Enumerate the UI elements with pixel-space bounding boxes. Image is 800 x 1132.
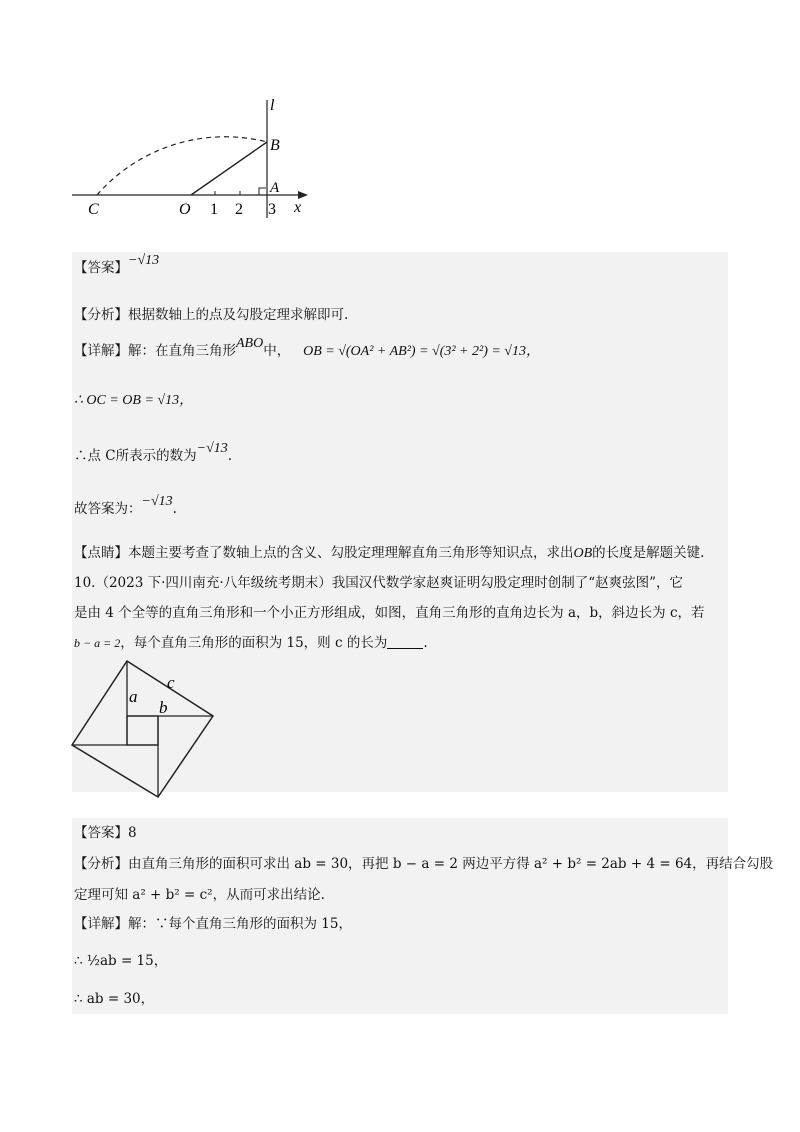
step3-text: ∴点 C所表示的数为 [74,448,197,464]
q9-step4 [74,494,177,517]
triangle-abo: ABO [236,336,264,351]
label-l: l [270,97,275,114]
label-b: B [270,137,280,154]
q10-analysis-line2: 定理可知 a² + b² = c²，从而可求出结论. [74,887,325,903]
detail-text: 解：在直角三角形 [128,343,236,359]
q10-step2: ∴ ½ab = 15， [74,953,168,969]
comment-end: 的长度是解题关键. [592,545,705,561]
step4-value: −√13 [141,494,173,509]
answer-value: −√13 [128,253,160,268]
q10-line1: 10.（2023 下·四川南充·八年级统考期末）我国汉代数学家赵爽证明勾股定理时创制了“赵爽弦图”，它 [74,575,684,591]
label-a: a [129,687,138,706]
q9-analysis-line [74,309,348,323]
step4-end: . [172,501,177,517]
step4-text: 故答案为： [74,501,142,517]
label-b: b [159,698,168,717]
label-x: x [294,199,302,216]
q10-line2: 是由 4 个全等的直角三角形和一个小正方形组成，如图，直角三角形的直角边长为 a，b，斜边长为 c，若 [74,605,705,621]
q10-line3-text: ，每个直角三角形的面积为 15，则 c 的长为 [120,635,388,651]
q9-step2 [74,394,193,408]
q10-step3: ∴ ab = 30， [74,991,155,1007]
q9-answer-line [74,253,160,276]
tick-label-1: 1 [210,201,218,218]
x-axis-arrow [298,191,308,199]
q10-detail-text: 解：∵每个直角三角形的面积为 15， [128,916,352,932]
segment-ob [191,142,267,195]
q9-step3 [74,441,233,464]
answer-blank [387,648,423,649]
label-c: c [167,673,175,692]
q10-line3-end: . [423,635,428,651]
q9-comment-line [74,547,704,561]
comment-ob: OB [573,546,593,561]
ob-equation: OB = √(OA² + AB²) = √(3² + 2²) = √13， [303,344,540,359]
dashed-arc [97,137,267,195]
detail-mid: 中， [263,343,291,359]
analysis-text: 根据数轴上的点及勾股定理求解即可. [128,307,349,323]
zhao-shuang-diagram [60,656,230,801]
analysis-tag: 【分析】 [74,307,128,323]
q10-detail-tag: 【详解】 [74,916,128,932]
tick-label-3: 3 [268,201,276,218]
label-a: A [270,180,280,196]
label-c: C [88,201,99,218]
q10-analysis-text1: 由直角三角形的面积可求出 ab = 30，再把 b − a = 2 两边平方得 a² + b² = 2ab + 4 = 64，再结合勾股 [128,856,774,872]
q10-analysis-line1 [74,858,773,872]
q9-detail-line [74,336,540,359]
detail-tag: 【详解】 [74,343,128,359]
inner-square [127,716,158,745]
comment-text: 本题主要考查了数轴上点的含义、勾股定理理解直角三角形等知识点，求出 [128,545,574,561]
outer-square [72,661,213,797]
step3-end: . [227,448,233,464]
label-o: O [179,201,191,218]
q10-answer: 【答案】8 [74,825,137,841]
comment-tag: 【点睛】 [74,545,128,561]
q10-analysis-tag: 【分析】 [74,856,128,872]
number-line-figure [60,92,320,222]
tick-label-2: 2 [235,201,243,218]
answer-tag: 【答案】 [74,260,128,276]
step3-value: −√13 [196,441,228,456]
oc-equals-ob: ∴ OC = OB = √13， [74,393,194,408]
q10-detail-line [74,918,352,932]
right-angle-mark [259,188,266,195]
b-minus-a: b − a = 2 [74,636,121,650]
q10-line3 [74,637,428,651]
